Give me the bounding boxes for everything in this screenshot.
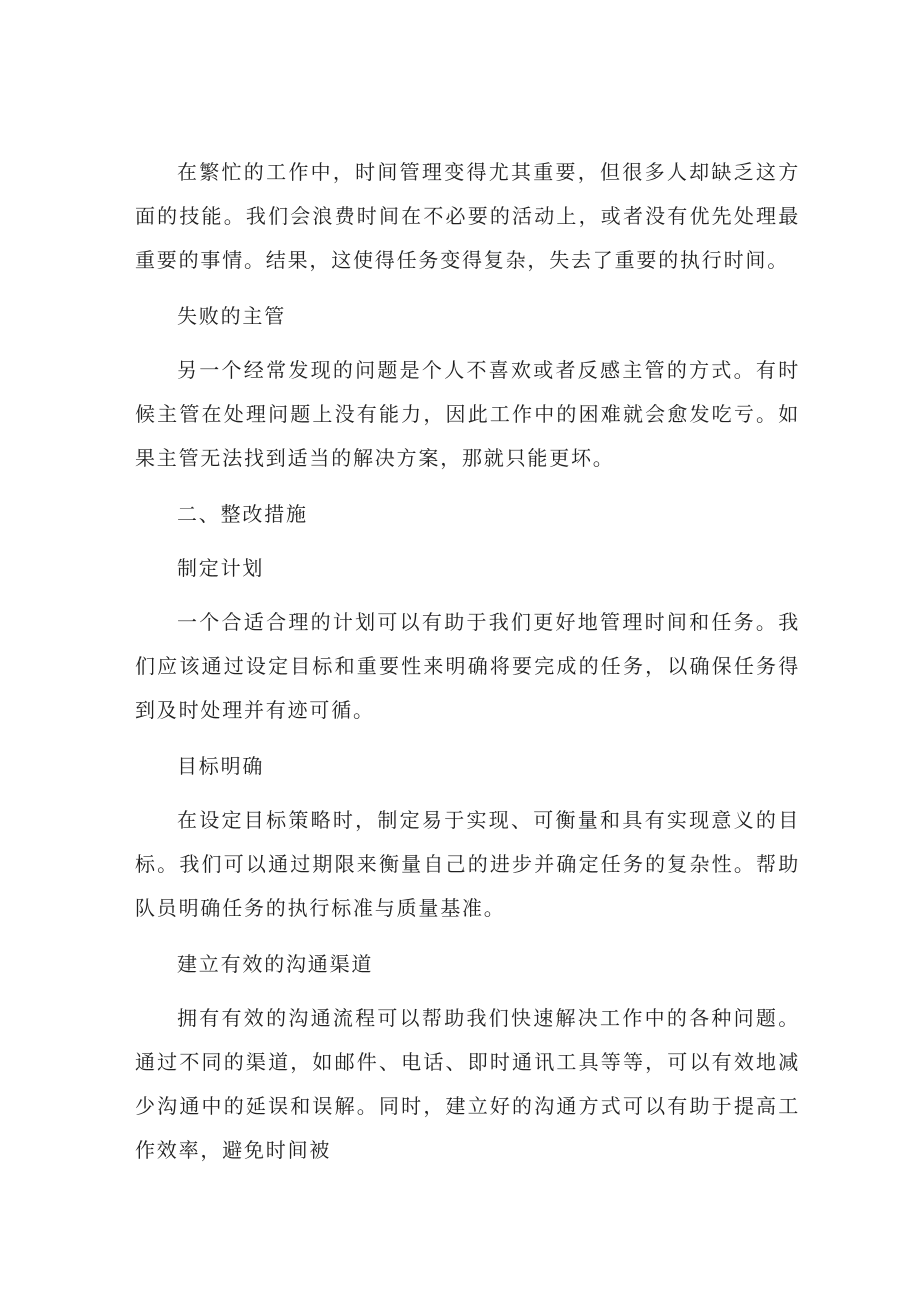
heading-rectification-measures: 二、整改措施 <box>177 502 308 526</box>
paragraph-supervisor-problem: 另一个经常发现的问题是个人不喜欢或者反感主管的方式。有时候主管在处理问题上没有能力，因此工作中的困难就会愈发吃亏。如果主管无法找到适当的解决方案，那就只能更坏。 <box>135 358 800 470</box>
paragraph-goals: 在设定目标策略时，制定易于实现、可衡量和具有实现意义的目标。我们可以通过期限来衡量自己的进步并确定任务的复杂性。帮助队员明确任务的执行标准与质量基准。 <box>135 808 800 920</box>
paragraph-time-management: 在繁忙的工作中，时间管理变得尤其重要，但很多人却缺乏这方面的技能。我们会浪费时间在不必要的活动上，或者没有优先处理最重要的事情。结果，这使得任务变得复杂，失去了重要的执行时间。 <box>135 160 800 272</box>
paragraph-plan: 一个合适合理的计划可以有助于我们更好地管理时间和任务。我们应该通过设定目标和重要性来明确将要完成的任务，以确保任务得到及时处理并有迹可循。 <box>135 610 800 722</box>
heading-clear-goals: 目标明确 <box>177 754 265 778</box>
heading-failed-supervisor: 失败的主管 <box>177 304 286 328</box>
heading-make-plan: 制定计划 <box>177 556 265 580</box>
document-body <box>135 150 800 1172</box>
heading-communication-channels: 建立有效的沟通渠道 <box>177 952 374 976</box>
paragraph-communication: 拥有有效的沟通流程可以帮助我们快速解决工作中的各种问题。通过不同的渠道，如邮件、电话、即时通讯工具等等，可以有效地减少沟通中的延误和误解。同时，建立好的沟通方式可以有助于提高工作效率，避免时间被 <box>135 1006 800 1162</box>
